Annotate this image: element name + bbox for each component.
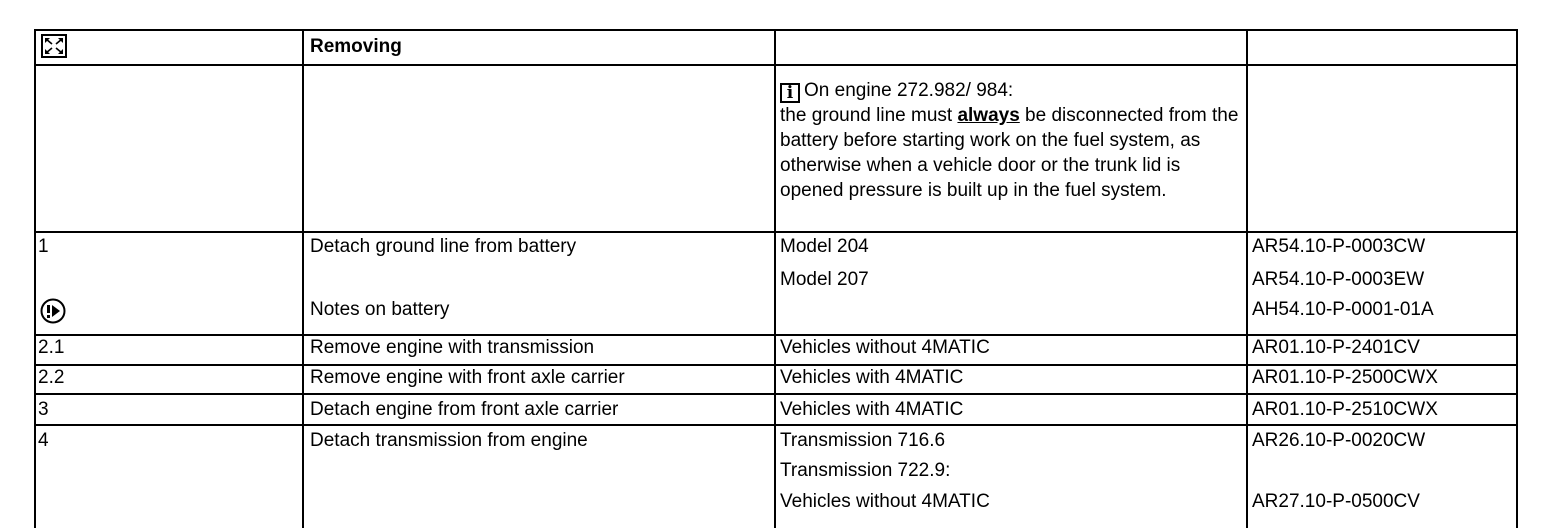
row-divider xyxy=(34,64,1518,66)
row-divider xyxy=(34,334,1518,336)
step-number: 2.1 xyxy=(38,337,65,358)
row-divider xyxy=(34,231,1518,233)
reference-link[interactable]: AR01.10-P-2500CWX xyxy=(1252,367,1438,388)
step-action: Remove engine with transmission xyxy=(310,337,595,358)
column-divider xyxy=(1516,29,1518,528)
notes-circle-icon[interactable] xyxy=(39,297,67,325)
step-condition: Transmission 716.6 xyxy=(780,430,946,451)
row-divider xyxy=(34,393,1518,395)
step-number: 2.2 xyxy=(38,367,65,388)
note-emphasis: always xyxy=(957,105,1020,126)
note-line-1: On engine 272.982/ 984: xyxy=(804,80,1014,101)
step-number: 1 xyxy=(38,236,49,257)
step-action: Detach transmission from engine xyxy=(310,430,588,451)
expand-arrows-icon[interactable] xyxy=(41,34,67,58)
column-divider xyxy=(774,29,776,528)
step-condition: Vehicles without 4MATIC xyxy=(780,337,990,358)
table-border-top xyxy=(34,29,1518,31)
step-number: 3 xyxy=(38,399,49,420)
step-condition: Vehicles with 4MATIC xyxy=(780,399,964,420)
reference-link[interactable]: AR27.10-P-0500CV xyxy=(1252,491,1420,512)
row-divider xyxy=(34,424,1518,426)
note-text-rest: be disconnected from the battery before starting work on the fuel system, as otherwise when a vehicle door or the trunk lid is opened pressure is built up in the fuel system. xyxy=(780,105,1239,201)
step-condition: Model 204 xyxy=(780,236,869,257)
column-divider xyxy=(34,29,36,528)
reference-link[interactable]: AR54.10-P-0003EW xyxy=(1252,269,1425,290)
reference-link[interactable]: AR26.10-P-0020CW xyxy=(1252,430,1426,451)
reference-link[interactable]: AR01.10-P-2510CWX xyxy=(1252,399,1438,420)
step-condition: Model 207 xyxy=(780,269,869,290)
step-action: Detach ground line from battery xyxy=(310,236,577,257)
info-note xyxy=(780,78,1242,203)
step-number: 4 xyxy=(38,430,49,451)
reference-link[interactable]: AR54.10-P-0003CW xyxy=(1252,236,1426,257)
info-icon: i xyxy=(780,83,800,103)
step-action: Notes on battery xyxy=(310,299,450,320)
column-divider xyxy=(302,29,304,528)
row-divider xyxy=(34,364,1518,366)
step-condition: Vehicles without 4MATIC xyxy=(780,491,990,512)
reference-link[interactable]: AR01.10-P-2401CV xyxy=(1252,337,1420,358)
note-text: the ground line must xyxy=(780,105,958,126)
reference-link[interactable]: AH54.10-P-0001-01A xyxy=(1252,299,1434,320)
section-title: Removing xyxy=(310,36,402,57)
step-action: Detach engine from front axle carrier xyxy=(310,399,619,420)
step-action: Remove engine with front axle carrier xyxy=(310,367,625,388)
step-condition: Transmission 722.9: xyxy=(780,460,951,481)
step-condition: Vehicles with 4MATIC xyxy=(780,367,964,388)
column-divider xyxy=(1246,29,1248,528)
